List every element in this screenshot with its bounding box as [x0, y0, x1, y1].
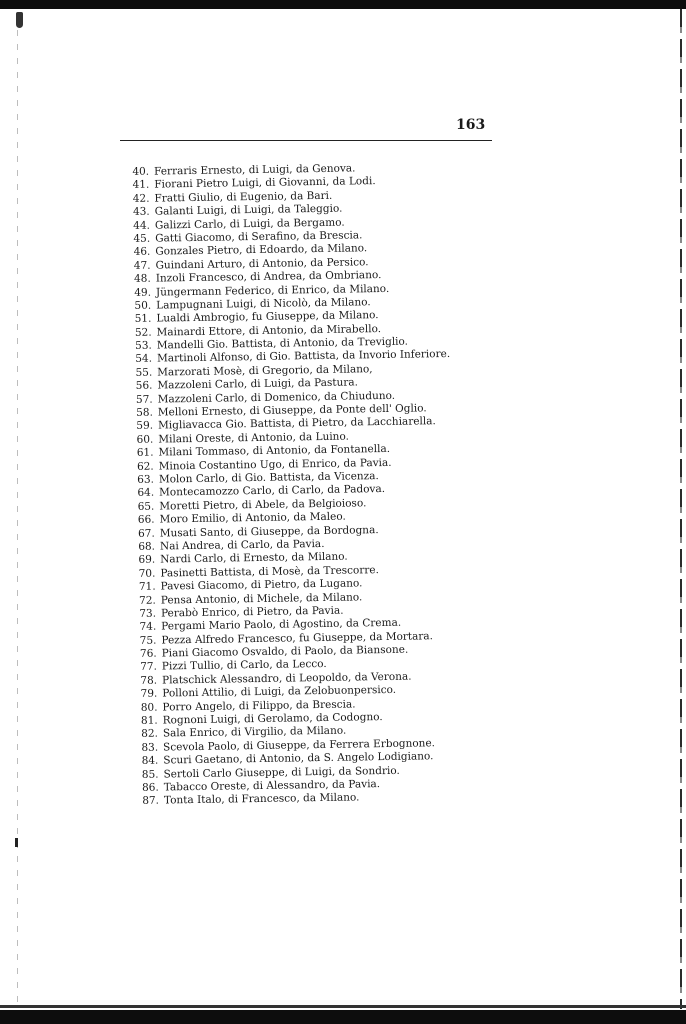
entry-text: Pezza Alfredo Francesco, fu Giuseppe, da Mortara. [161, 629, 434, 647]
entry-number: 62. [136, 460, 154, 473]
entry-text: Minoia Costantino Ugo, di Enrico, da Pavia. [158, 456, 392, 473]
entry-number: 75. [139, 634, 157, 647]
entry-text: Rognoni Luigi, di Gerolamo, da Codogno. [162, 711, 383, 727]
entry-text: Guindani Arturo, di Antonio, da Persico. [155, 255, 369, 272]
header-rule [120, 140, 492, 141]
entry-number: 57. [135, 393, 153, 406]
entry-number: 70. [138, 567, 156, 580]
entry-text: Fratti Giulio, di Eugenio, da Bari. [154, 189, 333, 205]
entry-text: Milani Oreste, di Antonio, da Luino. [158, 430, 349, 446]
entry-number: 52. [134, 326, 152, 339]
entry-text: Mainardi Ettore, di Antonio, da Mirabello. [156, 322, 382, 339]
entry-text: Molon Carlo, di Gio. Battista, da Vicenza. [158, 470, 379, 486]
entry-text: Scuri Gaetano, di Antonio, da S. Angelo Lodigiano. [163, 750, 434, 767]
entry-text: Musati Santo, di Giuseppe, da Bordogna. [159, 523, 379, 540]
entry-text: Tonta Italo, di Francesco, da Milano. [163, 791, 360, 807]
entry-number: 87. [142, 794, 160, 808]
entry-text: Tabacco Oreste, di Alessandro, da Pavia. [163, 778, 381, 794]
scan-ink-mark [16, 12, 23, 28]
entry-text: Scevola Paolo, di Giuseppe, da Ferrera Erbognone. [163, 737, 436, 754]
entry-text: Moretti Pietro, di Abele, da Belgioioso. [159, 497, 367, 513]
entry-text: Gatti Giacomo, di Serafino, da Brescia. [155, 229, 363, 245]
entry-number: 82. [141, 727, 159, 741]
entry-number: 84. [141, 754, 159, 768]
entry-text: Jüngermann Federico, di Enrico, da Milano. [155, 282, 390, 299]
entry-number: 67. [137, 527, 155, 540]
entry-number: 65. [137, 500, 155, 513]
entry-text: Ferraris Ernesto, di Luigi, da Genova. [153, 162, 356, 178]
entry-text: Galizzi Carlo, di Luigi, da Bergamo. [154, 216, 345, 232]
entry-number: 68. [138, 540, 156, 553]
entry-number: 76. [139, 647, 157, 660]
entry-text: Melloni Ernesto, di Giuseppe, da Ponte dell' Oglio. [157, 402, 427, 419]
entry-number: 59. [136, 420, 154, 433]
entry-number: 49. [134, 286, 152, 299]
scan-left-edge [17, 30, 18, 1010]
entry-number: 50. [134, 299, 152, 312]
entry-number: 55. [135, 366, 153, 379]
entry-number: 44. [133, 219, 151, 232]
entry-number: 66. [137, 513, 155, 527]
entry-text: Mazzoleni Carlo, di Domenico, da Chiuduno. [157, 389, 396, 406]
entry-text: Sertoli Carlo Giuseppe, di Luigi, da Sondrio. [163, 764, 400, 781]
entry-text: Gonzales Pietro, di Edoardo, da Milano. [155, 242, 368, 258]
entry-number: 56. [135, 379, 153, 393]
entry-number: 85. [141, 768, 159, 781]
entry-number: 78. [140, 674, 158, 687]
entry-text: Lualdi Ambrogio, fu Giuseppe, da Milano. [156, 309, 379, 325]
entry-text: Nai Andrea, di Carlo, da Pavia. [159, 537, 325, 553]
entry-number: 47. [133, 259, 151, 272]
entry-text: Moro Emilio, di Antonio, da Maleo. [159, 510, 346, 526]
entry-number: 42. [132, 192, 150, 205]
entry-text: Perabò Enrico, di Pietro, da Pavia. [160, 604, 344, 620]
entry-number: 58. [136, 406, 153, 419]
entry-number: 80. [140, 701, 158, 714]
entry-number: 45. [133, 232, 151, 245]
entry-text: Mazzoleni Carlo, di Luigi, da Pastura. [157, 376, 359, 392]
entry-number: 46. [133, 245, 151, 259]
entry-number: 61. [136, 446, 154, 460]
entry-text: Lampugnani Luigi, di Nicolò, da Milano. [156, 296, 371, 312]
scan-ink-dot [15, 838, 18, 847]
entry-text: Pasinetti Battista, di Mosè, da Trescorre. [160, 563, 379, 580]
entry-text: Platschick Alessandro, di Leopoldo, da Verona. [161, 670, 412, 687]
entry-number: 43. [132, 205, 150, 219]
entry-number: 53. [135, 339, 152, 352]
entry-number: 86. [141, 781, 159, 794]
entry-text: Fiorani Pietro Luigi, di Giovanni, da Lodi. [154, 175, 376, 191]
entry-number: 81. [140, 714, 158, 727]
entry-number: 60. [136, 433, 154, 446]
entry-text: Marzorati Mosè, di Gregorio, da Milano, [157, 363, 373, 379]
entry-text: Pensa Antonio, di Michele, da Milano. [160, 590, 363, 607]
scan-bottom-border [0, 1010, 686, 1024]
entry-number: 63. [137, 473, 155, 486]
entry-text: Milani Tommaso, di Antonio, da Fontanella. [158, 443, 391, 459]
entry-number: 71. [138, 580, 156, 593]
entry-text: Martinoli Alfonso, di Gio. Battista, da Invorio Inferiore. [156, 348, 451, 366]
entry-number: 69. [138, 553, 156, 567]
entry-number: 79. [140, 687, 158, 701]
entry-text: Inzoli Francesco, di Andrea, da Ombriano. [155, 269, 382, 285]
scan-top-border [0, 0, 686, 9]
page-number: 163 [456, 117, 486, 133]
entry-text: Migliavacca Gio. Battista, di Pietro, da Lacchiarella. [157, 415, 436, 432]
entry-number: 74. [139, 620, 157, 634]
entry-number: 72. [139, 594, 156, 607]
entry-text: Sala Enrico, di Virgilio, da Milano. [162, 725, 347, 740]
entry-text: Pergami Mario Paolo, di Agostino, da Crema. [161, 617, 402, 633]
entry-number: 77. [140, 661, 157, 674]
entry-text: Porro Angelo, di Filippo, da Brescia. [162, 698, 356, 714]
entry-number: 48. [133, 272, 151, 286]
entry-text: Pavesi Giacomo, di Pietro, da Lugano. [160, 577, 363, 593]
entry-text: Galanti Luigi, di Luigi, da Taleggio. [154, 202, 343, 218]
entry-number: 83. [141, 741, 159, 754]
scan-right-edge [680, 9, 682, 1009]
entry-text: Nardi Carlo, di Ernesto, da Milano. [160, 550, 348, 566]
entry-text: Mandelli Gio. Battista, di Antonio, da Treviglio. [156, 335, 409, 352]
entry-number: 54. [135, 353, 153, 366]
entry-number: 40. [132, 165, 150, 178]
entry-number: 73. [139, 607, 157, 620]
name-list [127, 161, 477, 809]
entry-text: Polloni Attilio, di Luigi, da Zelobuonpersico. [162, 684, 397, 700]
entry-text: Piani Giacomo Osvaldo, di Paolo, da Biansone. [161, 643, 409, 660]
entry-text: Pizzi Tullio, di Carlo, da Lecco. [161, 658, 327, 673]
entry-number: 64. [137, 486, 155, 500]
entry-number: 41. [132, 179, 150, 192]
entry-number: 51. [134, 312, 152, 326]
entry-text: Montecamozzo Carlo, di Carlo, da Padova. [159, 483, 386, 499]
